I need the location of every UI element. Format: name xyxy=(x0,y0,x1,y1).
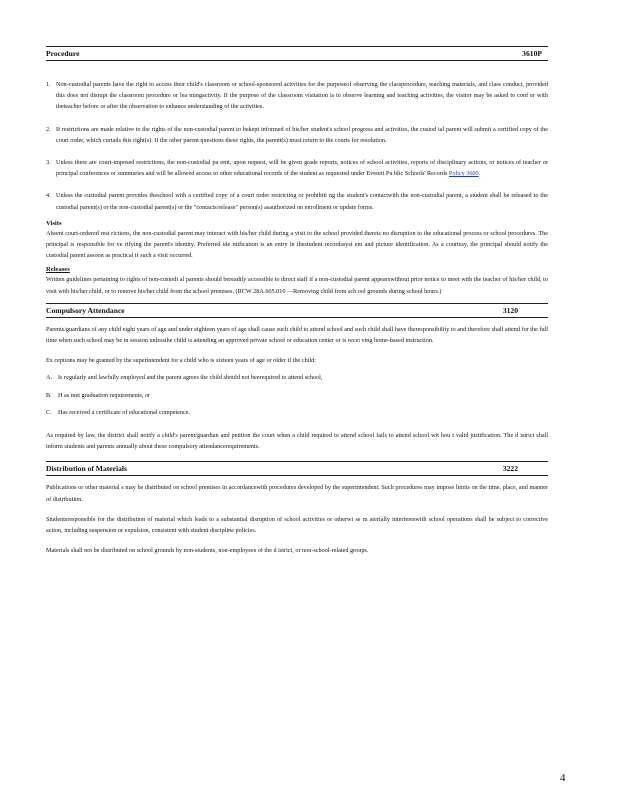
attendance-number: 3120 xyxy=(502,305,518,315)
option-letter: B. xyxy=(46,391,52,399)
attendance-paragraph-1: Parents/guardians of any child eight years of age and under eighteen years of age shall cause such child to attend school and such child shall have theresponsibility to and therefore shall attend for the full time when such school may be in session unlessthe child is attending an approved private school or education center or is recei ving home-based instruction. xyxy=(46,325,548,345)
procedure-title: Procedure xyxy=(46,49,80,58)
distribution-paragraph-1: Publications or other material s may be distributed on school premises in accordancewith procedures developed by the superintendent. Such procedures may impose limits on the time, place, and manner of distribution. xyxy=(46,484,548,503)
visits-heading: Visits xyxy=(46,219,62,227)
option-text: H as met graduation requirements, or xyxy=(58,391,151,399)
item-text: Unless the custodial parent provides theschool with a certified copy of a court order restricting or prohibiti ng the student's contactwith the non-custodial parent, a student shall be released to the custodial parent(s) or the non-custodial parent(s) or the "contacts/release" person(s) asauthorized on enrollment or update forms. xyxy=(56,192,548,211)
item-text-after: . xyxy=(478,170,481,178)
option-text: Is regularly and lawfully employed and the parent agrees the child should not beerequired to attend school, xyxy=(58,374,323,382)
visits-text: Absent court-ordered rest rictions, the non-custodial parent may interact with his/her child during a visit to the school provided thereis no disruption to the educational process or school procedures. The principal is responsible for ve rifying the parent's identity. Preferred ide ntification is an entry in thestudent recordssyst em and picture identification. As a courtesy, the principal should notify the custodial parent assoon as practical if such a visit occurred. xyxy=(46,229,548,260)
attendance-paragraph-2: Ex ceptions may be granted by the superintendent for a child who is sixteen years of age or older if the child: xyxy=(46,357,316,365)
procedure-header xyxy=(46,46,548,61)
attendance-paragraph-3: As required by law, the district shall notify a child's parent/guardian and petition the court when a child required to attend school fails to attend school wit hou t valid justification. The d istrict shall inform students and parents annually about these compulsory attendancerequirements. xyxy=(46,432,548,451)
releases-text: Written guidelines pertaining to rights of non-custodi al parents should bereadily accessible to direct staff if a non-custodial parent appearswithout prior notice to meet with the teacher of his/her child, to visit with his/her child, or to remove his/her child from the school premises. (RCW 28A.605.010 —Removing child from sch ool grounds during school hours.) xyxy=(46,276,548,295)
releases-heading: Releases xyxy=(46,266,70,274)
option-letter: A. xyxy=(46,374,53,382)
distribution-paragraph-2: Studentsresponsible for the distribution of material which leads to a substantial disruption of school activities or otherwi se m aterially interfereswith school operations shall be subject to corrective action, including suspension or expulsion, consistent with student discipline policies. xyxy=(46,515,548,535)
procedure-item-4 xyxy=(46,190,548,212)
item-number: 1. xyxy=(46,81,51,88)
distribution-title: Distribution of Materials xyxy=(46,464,127,474)
document-page xyxy=(46,46,548,556)
item-text: If restrictions are made relative to the rights of the non-custodial parent to bekept informed of his/her student's school progress and activities, the custod ial parent will submit a certified copy of the court order, which curtails this right(s). If the other parent questions these rights, the parent(s) must return to the courts for resolution. xyxy=(56,125,548,144)
item-number: 3. xyxy=(46,159,51,167)
attendance-header xyxy=(46,303,548,318)
procedure-item-2 xyxy=(46,124,548,146)
option-text: Has received a certificate of educational competence. xyxy=(58,408,191,416)
item-number: 4. xyxy=(46,192,51,200)
item-number: 2. xyxy=(46,125,51,133)
procedure-list xyxy=(46,79,548,213)
policy-3600-link[interactable]: Policy 3600 xyxy=(448,170,479,178)
option-letter: C. xyxy=(46,408,52,416)
distribution-paragraph-3: Materials shall not be distributed on school grounds by non-students, non-employees of the d istrict, or non-school-related groups. xyxy=(46,547,369,555)
item-text-before: Unless there are court-imposed restrictions, the non-custodial pa rent, upon request, will be given grade reports, notices of school activities, reports of disciplinary actions, or notices of teacher or principal conferences or summaries and will be allowed access to other educational records of the student as requested under Everett Pu blic Schools' Records xyxy=(56,159,548,178)
attendance-option-c xyxy=(46,407,548,418)
procedure-number: 3610P xyxy=(522,49,542,58)
distribution-header xyxy=(46,461,548,476)
attendance-option-a xyxy=(46,372,548,383)
attendance-title: Compulsory Attendance xyxy=(46,305,125,315)
procedure-item-1 xyxy=(46,79,548,113)
distribution-number: 3222 xyxy=(502,464,518,474)
item-text xyxy=(56,157,548,179)
item-text: Non-custodial parents have the right to access their child's classroom or school-sponsored activities for the purposeof observing the classprocedure, teaching materials, and class conduct, provided this does not disrupt the classroom procedure or lea mingactivity. If the purpose of the classroom visitation is to observe learning and teaching activities, the visitor may be asked to conf er with theteacher before or after the observation to enhance understanding of the activities. xyxy=(56,81,548,111)
attendance-option-b xyxy=(46,390,548,401)
page-number: 4 xyxy=(560,772,566,784)
procedure-item-3 xyxy=(46,157,548,179)
